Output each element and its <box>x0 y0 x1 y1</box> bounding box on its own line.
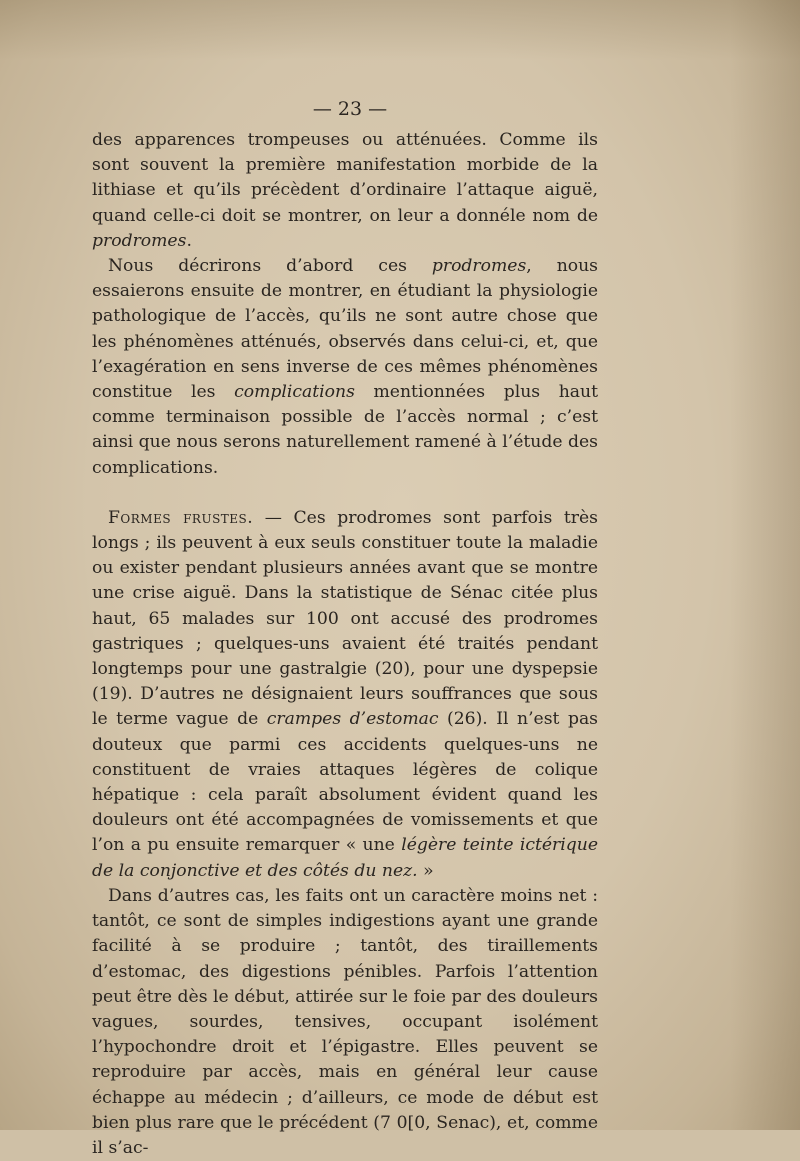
paragraph-1 <box>92 128 598 254</box>
page-right-shadow <box>730 0 800 1130</box>
italic-term: prodromes <box>431 256 527 277</box>
text-run: , nous essaierons ensuite de montrer, en étudiant la physiologie pathologique de l’accès, qu’ils ne sont autre chose que les phénomènes atténués, observés dans celui-ci, et, que l’exagération en sens inverse de ces mêmes phénomènes constitue les <box>92 256 598 403</box>
body-text <box>92 128 598 1161</box>
section-heading: Formes frustes. <box>108 507 254 528</box>
page-number: — 23 — <box>312 98 388 120</box>
text-run: des apparences trompeuses ou atténuées. Comme ils sont souvent la première manifestation morbide de la lithiase et qu’ils précèdent d’ordinaire l’attaque aiguë, quand celle-ci doit se montrer, on leur a donnéle nom de <box>92 130 598 226</box>
paragraph-3 <box>92 506 598 884</box>
page-top-shadow <box>0 0 800 60</box>
text-run: Nous décrirons d’abord ces <box>108 256 432 277</box>
text-run: . <box>186 230 192 251</box>
text-run: mentionnées plus haut comme terminaison possible de l’accès normal ; c’est ainsi que nous serons naturellement ramené à l’étude des complications. <box>92 382 598 478</box>
italic-term: complications <box>234 382 355 403</box>
italic-term: crampes d’estomac <box>266 709 439 730</box>
text-run: (26). Il n’est pas douteux que parmi ces accidents quelques-uns ne constituent de vraies attaques légères de colique hépatique : cela paraît absolument évident quand les douleurs ont été accompagnées de vomissements et que l’on a pu ensuite remarquer « une <box>92 709 599 856</box>
text-run: » <box>417 860 434 881</box>
paragraph-2 <box>92 254 598 481</box>
text-run: Dans d’autres cas, les faits ont un caractère moins net : tantôt, ce sont de simples indigestions ayant une grande facilité à se produire ; tantôt, des tiraillements d’estomac, des digestions pénibles. Parfois l’attention peut être dès le début, attirée sur le foie par des douleurs vagues, sourdes, tensives, occupant isolément l’hypochondre droit et l’épigastre. Elles peuvent se reproduire par accès, mais en général leur cause échappe au médecin ; d’ailleurs, ce mode de début est bien plus rare que le précédent (7 0[0, Senac), et, comme il s’ac- <box>92 885 598 1158</box>
italic-quote: légère teinte ictérique de la conjonctive et des côtés du nez. <box>92 835 598 881</box>
text-run: — Ces prodromes sont parfois très longs ; ils peuvent à eux seuls constituer toute la maladie ou exister pendant plusieurs années avant que se montre une crise aiguë. Dans la statistique de Sénac citée plus haut, 65 malades sur 100 ont accusé des prodromes gastriques ; quelques-uns avaient été traités pendant longtemps pour une gastralgie (20), pour une dyspepsie (19). D’autres ne désignaient leurs souffrances que sous le terme vague de <box>92 507 598 730</box>
italic-term: prodromes <box>92 230 187 251</box>
paragraph-4 <box>92 884 598 1161</box>
